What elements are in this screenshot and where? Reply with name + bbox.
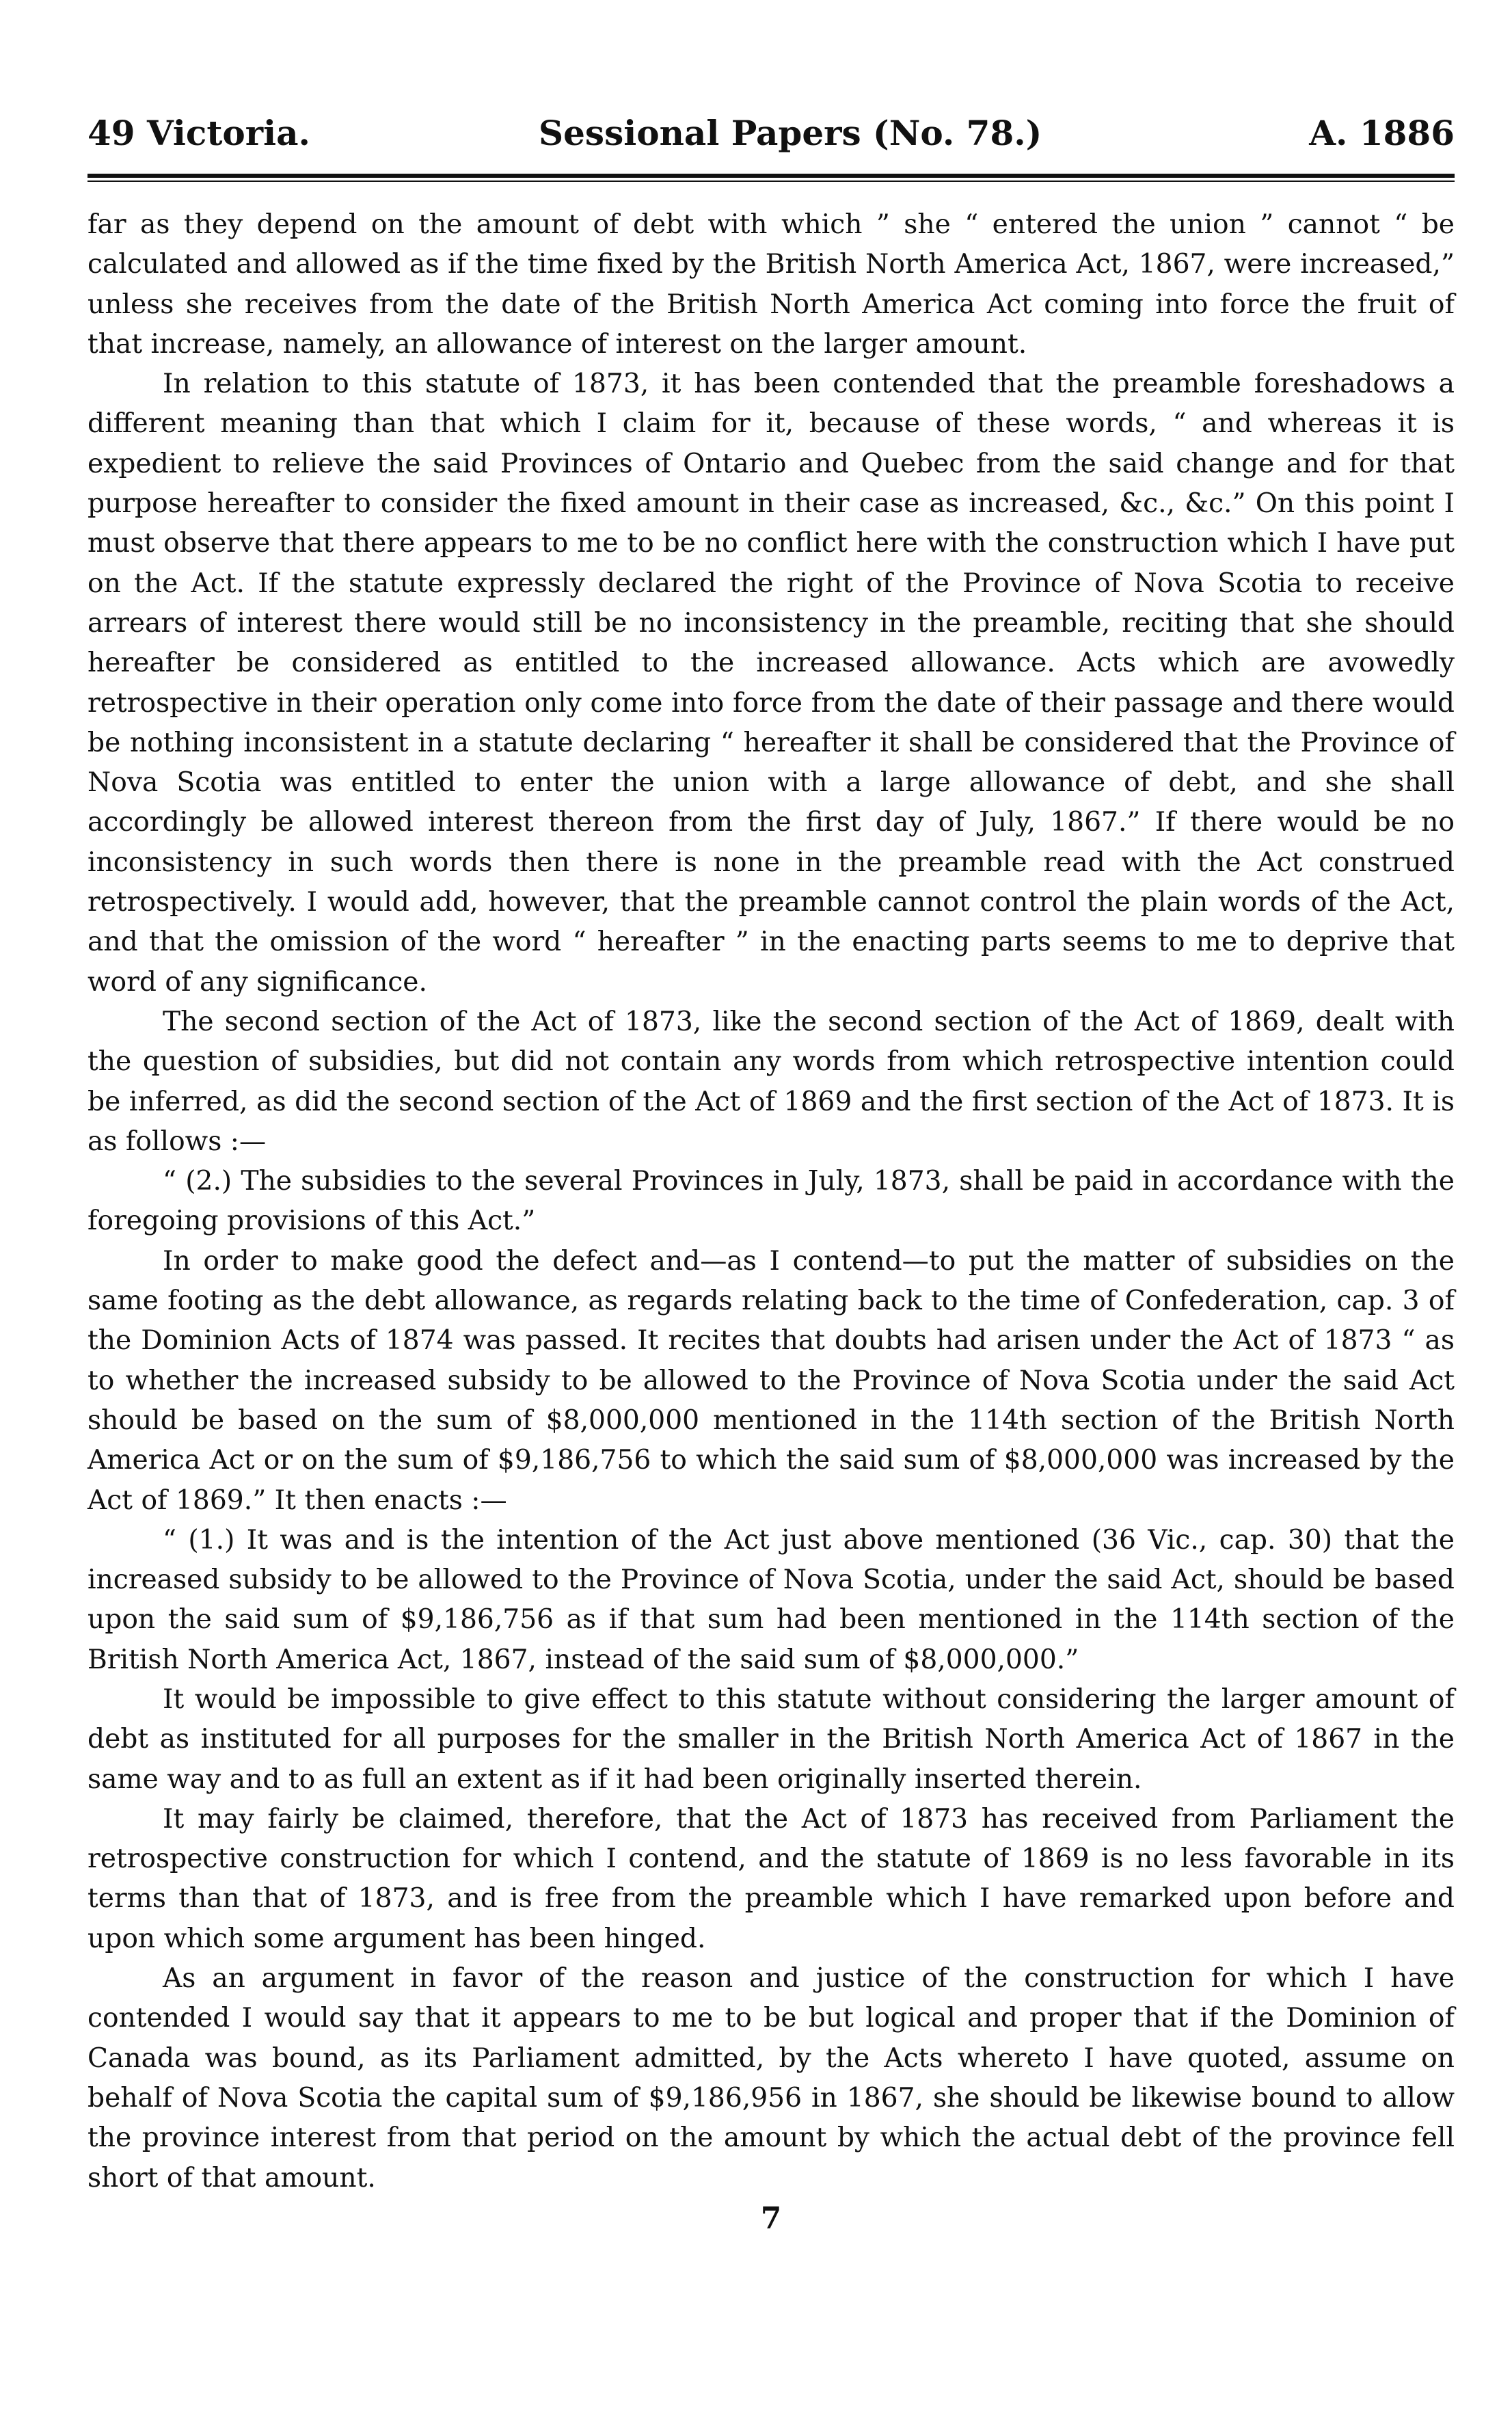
paragraph: In relation to this statute of 1873, it has been contended that the preamble foreshadows a different meaning than that which I claim for it, because of these words, “ and whereas it is expedient to relieve the said Provinces of Ontario and Quebec from the said change and for that purpose hereafter to consider the fixed amount in their case as increased, &c., &c.” On this point I must observe that there appears to me to be no conflict here with the construction which I have put on the Act. If the statute expressly declared the right of the Province of Nova Scotia to receive arrears of interest there would still be no inconsistency in the preamble, reciting that she should hereafter be considered as entitled to the increased allowance. Acts which are avowedly retrospective in their operation only come into force from the date of their passage and there would be nothing inconsistent in a statute declaring “ hereafter it shall be considered that the Province of Nova Scotia was entitled to enter the union with a large allowance of debt, and she shall accordingly be allowed interest thereon from the first day of July, 1867.” If there would be no inconsistency in such words then there is none in the preamble read with the Act construed retrospectively. I would add, however, that the preamble cannot control the plain words of the Act, and that the omission of the word “ hereafter ” in the enacting parts seems to me to deprive that word of any significance. — [87, 369, 1455, 998]
quoted-section: “ (2.) The subsidies to the several Provinces in July, 1873, shall be paid in accordance with the foregoing provisions of this Act.” — [87, 1166, 1455, 1237]
header-volume: 49 Victoria. — [87, 113, 310, 153]
header-title: Sessional Papers (No. 78.) — [539, 113, 1042, 153]
paragraph: It may fairly be claimed, therefore, that the Act of 1873 has received from Parliament the retrospective construction for which I contend, and the statute of 1869 is no less favorable in its terms than that of 1873, and is free from the preamble which I have remarked upon before and upon which some argument has been hinged. — [87, 1803, 1455, 1954]
quoted-section: “ (1.) It was and is the intention of the Act just above mentioned (36 Vic., cap. 30) that the increased subsidy to be allowed to the Province of Nova Scotia, under the said Act, should be based upon the said sum of $9,186,756 as if that sum had been mentioned in the 114th section of the British North America Act, 1867, instead of the said sum of $8,000,000.” — [87, 1524, 1455, 1675]
page-number: 7 — [760, 2200, 782, 2236]
paragraph: The second section of the Act of 1873, like the second section of the Act of 1869, dealt with the question of subsidies, but did not contain any words from which retrospective intention could be inferred, as did the second section of the Act of 1869 and the first section of the Act of 1873. It is as follows :— — [87, 1006, 1455, 1157]
paragraph: It would be impossible to give effect to this statute without considering the larger amount of debt as instituted for all purposes for the smaller in the British North America Act of 1867 in the same way and to as full an extent as if it had been originally inserted therein. — [87, 1683, 1455, 1795]
running-header — [87, 103, 1455, 164]
document-page — [87, 103, 1455, 2414]
header-rule — [87, 174, 1455, 182]
paragraph: In order to make good the defect and—as I contend—to put the matter of subsidies on the same footing as the debt allowance, as regards relating back to the time of Confederation, cap. 3 of the Dominion Acts of 1874 was passed. It recites that doubts had arisen under the Act of 1873 “ as to whether the increased subsidy to be allowed to the Province of Nova Scotia under the said Act should be based on the sum of $8,000,000 mentioned in the 114th section of the British North America Act or on the sum of $9,186,756 to which the said sum of $8,000,000 was increased by the Act of 1869.” It then enacts :— — [87, 1245, 1455, 1516]
paragraph: As an argument in favor of the reason and justice of the construction for which I have contended I would say that it appears to me to be but logical and proper that if the Dominion of Canada was bound, as its Parliament admitted, by the Acts whereto I have quoted, assume on behalf of Nova Scotia the capital sum of $9,186,956 in 1867, she should be likewise bound to allow the province interest from that period on the amount by which the actual debt of the province fell short of that amount. — [87, 1963, 1455, 2194]
header-year: A. 1886 — [1309, 113, 1455, 153]
body-text — [87, 205, 1455, 2198]
paragraph: far as they depend on the amount of debt with which ” she “ entered the union ” cannot “ be calculated and allowed as if the time fixed by the British North America Act, 1867, were increased,” unless she receives from the date of the British North America Act coming into force the fruit of that increase, namely, an allowance of interest on the larger amount. — [87, 209, 1455, 360]
